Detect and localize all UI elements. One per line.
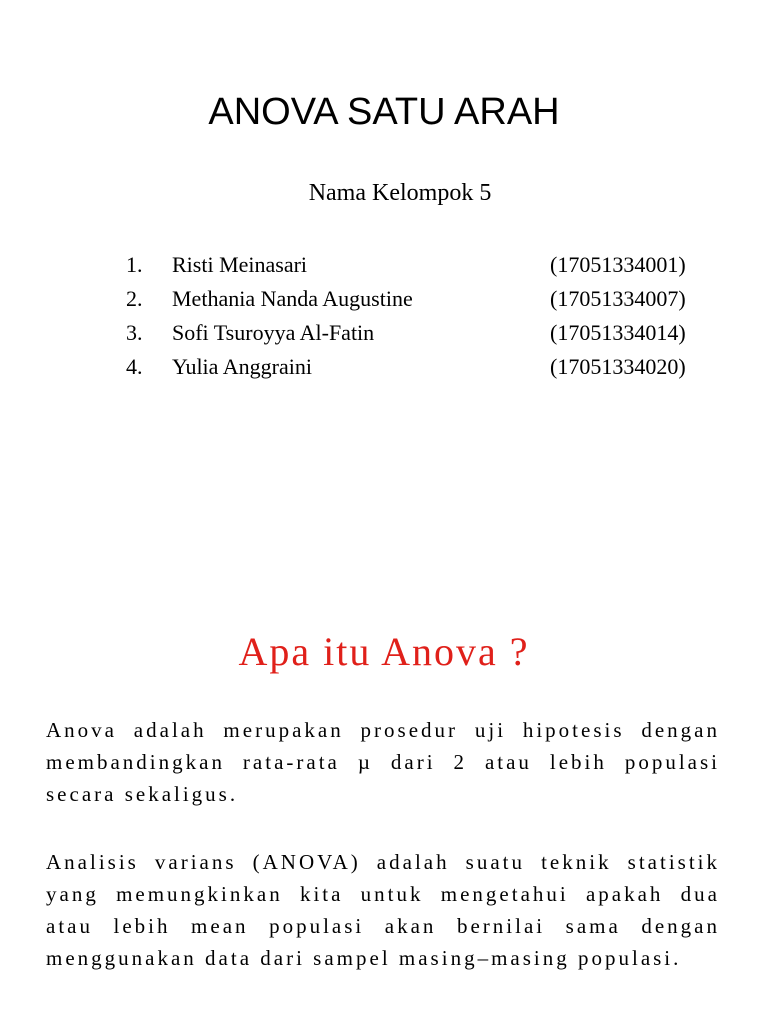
member-name: Methania Nanda Augustine xyxy=(172,286,413,311)
definition-paragraph-2: Analisis varians (ANOVA) adalah suatu teknik statistik yang memungkinkan kita untuk mengetahui apakah dua atau lebih mean populasi akan bernilai sama dengan menggunakan data dari sampel masing–masing populasi. xyxy=(46,850,720,970)
definition-paragraph-1: Anova adalah merupakan prosedur uji hipotesis dengan membandingkan rata-rata µ dari 2 atau lebih populasi secara sekaligus. xyxy=(46,718,720,806)
section-heading: Apa itu Anova ? xyxy=(238,629,530,674)
member-id: (17051334001) xyxy=(550,252,686,277)
member-row xyxy=(126,352,716,386)
member-name: Risti Meinasari xyxy=(172,252,308,277)
member-list xyxy=(126,250,716,386)
member-name: Sofi Tsuroyya Al-Fatin xyxy=(172,320,375,345)
slide-title: ANOVA SATU ARAH xyxy=(208,91,560,133)
member-row xyxy=(126,250,716,284)
member-number: 2. xyxy=(126,286,143,311)
member-id: (17051334020) xyxy=(550,354,686,379)
member-number: 1. xyxy=(126,252,143,277)
member-id: (17051334007) xyxy=(550,286,686,311)
slide-definition xyxy=(0,560,768,1024)
member-number: 3. xyxy=(126,320,143,345)
member-number: 4. xyxy=(126,354,143,379)
member-row xyxy=(126,318,716,352)
member-row xyxy=(126,284,716,318)
group-subtitle: Nama Kelompok 5 xyxy=(308,180,492,206)
member-name: Yulia Anggraini xyxy=(172,354,312,379)
member-id: (17051334014) xyxy=(550,320,686,345)
